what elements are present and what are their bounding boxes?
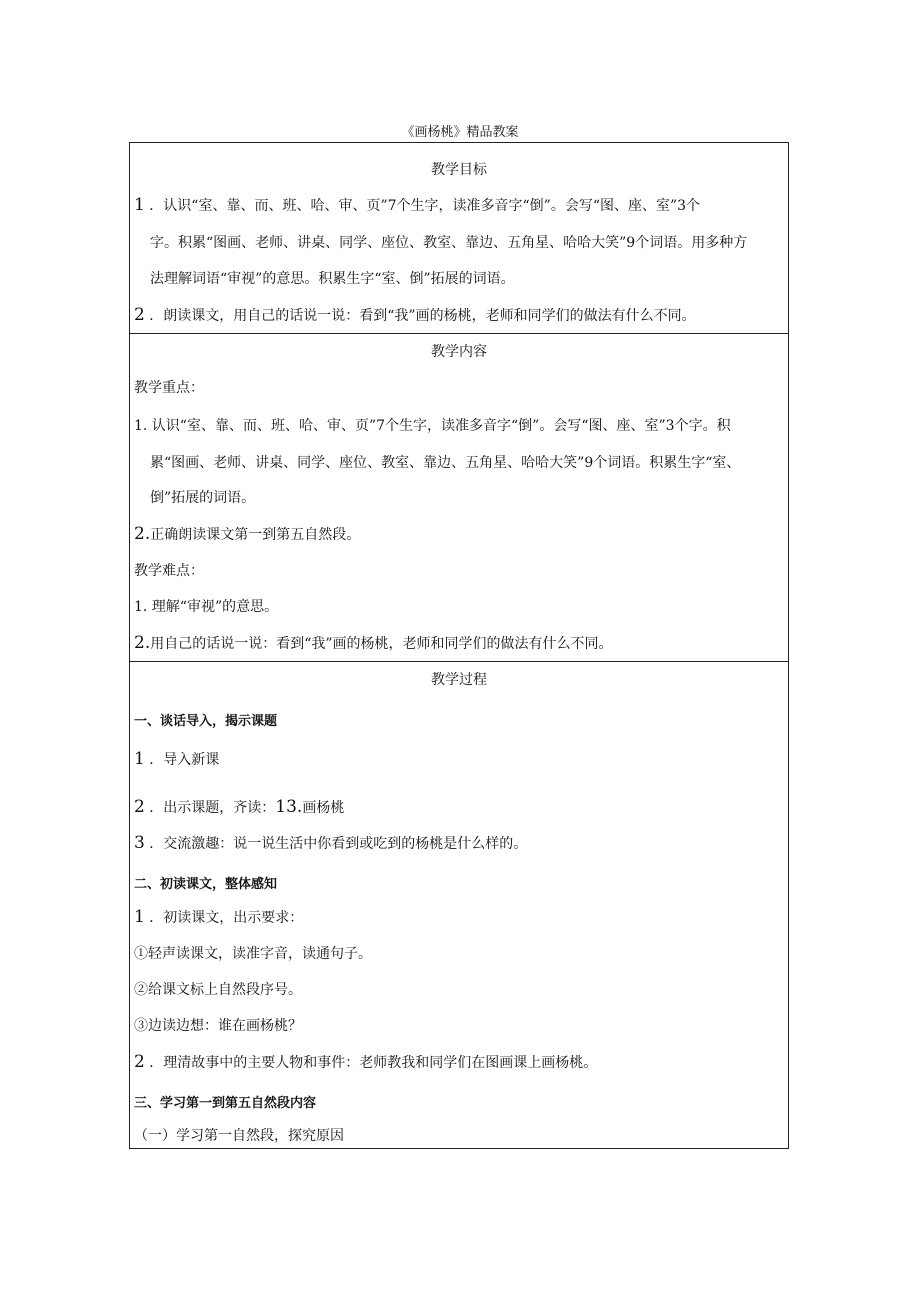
section-1-title: 一、谈话导入，揭示课题 (134, 714, 278, 729)
lesson-number: 13. (275, 797, 303, 817)
subsection-1-title: （一）学习第一自然段，探究原因 (134, 1128, 344, 1144)
step-1-3 (134, 833, 527, 854)
goal-item-2-text: ．朗读课文，用自己的话说一说：看到“我”画的杨桃，老师和同学们的做法有什么不同。 (149, 308, 696, 324)
goal-item-1-line-3: 法理解词语“审视”的意思。积累生字“室、倒”拓展的词语。 (150, 271, 515, 287)
step-2-1 (134, 907, 303, 928)
goal-item-2 (134, 305, 696, 326)
key-point-2-number: 2. (134, 524, 151, 544)
key-point-1-line-3: 倒”拓展的词语。 (150, 490, 256, 506)
goal-item-1-number: 1 (134, 195, 145, 215)
difficulty-2-number: 2. (134, 633, 151, 653)
lesson-table (129, 142, 789, 1149)
section-3-title: 三、学习第一到第五自然段内容 (134, 1096, 317, 1111)
row-divider (130, 333, 788, 334)
content-heading: 教学内容 (431, 344, 487, 360)
step-1-2-number: 2 (134, 797, 145, 817)
step-1-1 (134, 749, 219, 770)
step-2-1-text: ．初读课文，出示要求： (149, 910, 304, 926)
goal-item-1-text: ．认识“室、靠、而、班、哈、审、页”7个生字，读准多音字“倒”。会写“图、座、室”3个 (149, 198, 701, 214)
goals-heading: 教学目标 (431, 162, 487, 178)
step-1-3-number: 3 (134, 833, 145, 853)
step-2-1-number: 1 (134, 907, 145, 927)
key-point-2 (134, 524, 360, 545)
step-2-2-number: 2 (134, 1052, 145, 1072)
lesson-name: 画杨桃 (302, 800, 345, 816)
requirement-b: ②给课文标上自然段序号。 (134, 982, 302, 998)
step-2-2-text: ．理清故事中的主要人物和事件：老师教我和同学们在图画课上画杨桃。 (149, 1055, 598, 1071)
difficulty-2 (134, 633, 613, 654)
step-1-2 (134, 797, 344, 818)
difficulty-2-text: 用自己的话说一说：看到“我”画的杨桃，老师和同学们的做法有什么不同。 (150, 636, 613, 652)
difficulty-label: 教学难点： (134, 563, 204, 579)
process-heading: 教学过程 (431, 672, 487, 688)
step-2-2 (134, 1052, 597, 1073)
step-1-3-text: ．交流激趣：说一说生活中你看到或吃到的杨桃是什么样的。 (149, 836, 528, 852)
section-2-title: 二、初读课文，整体感知 (134, 877, 278, 892)
document-title: 《画杨桃》精品教案 (401, 125, 519, 140)
row-divider (130, 661, 788, 662)
goal-item-1-line-1 (134, 195, 700, 216)
requirement-a: ①轻声读课文，读准字音，读通句子。 (134, 946, 372, 962)
step-1-1-text: ．导入新课 (149, 752, 220, 768)
requirement-c: ③边读边想：谁在画杨桃？ (134, 1018, 302, 1034)
goal-item-1-line-2: 字。积累“图画、老师、讲桌、同学、座位、教室、靠边、五角星、哈哈大笑”9个词语。用多种方 (150, 235, 748, 251)
difficulty-1: 1. 理解“审视”的意思。 (134, 599, 279, 615)
key-point-1-line-2: 累“图画、老师、讲桌、同学、座位、教室、靠边、五角星、哈哈大笑”9个词语。积累生字“室、 (150, 455, 741, 471)
key-point-1-line-1: 1. 认识“室、靠、而、班、哈、审、页”7个生字，读准多音字“倒”。会写“图、座、室”3个字。积 (134, 418, 731, 434)
step-1-1-number: 1 (134, 749, 145, 769)
key-points-label: 教学重点： (134, 380, 204, 396)
step-1-2-text: ．出示课题，齐读： (149, 800, 276, 816)
goal-item-2-number: 2 (134, 305, 145, 325)
key-point-2-text: 正确朗读课文第一到第五自然段。 (150, 527, 361, 543)
